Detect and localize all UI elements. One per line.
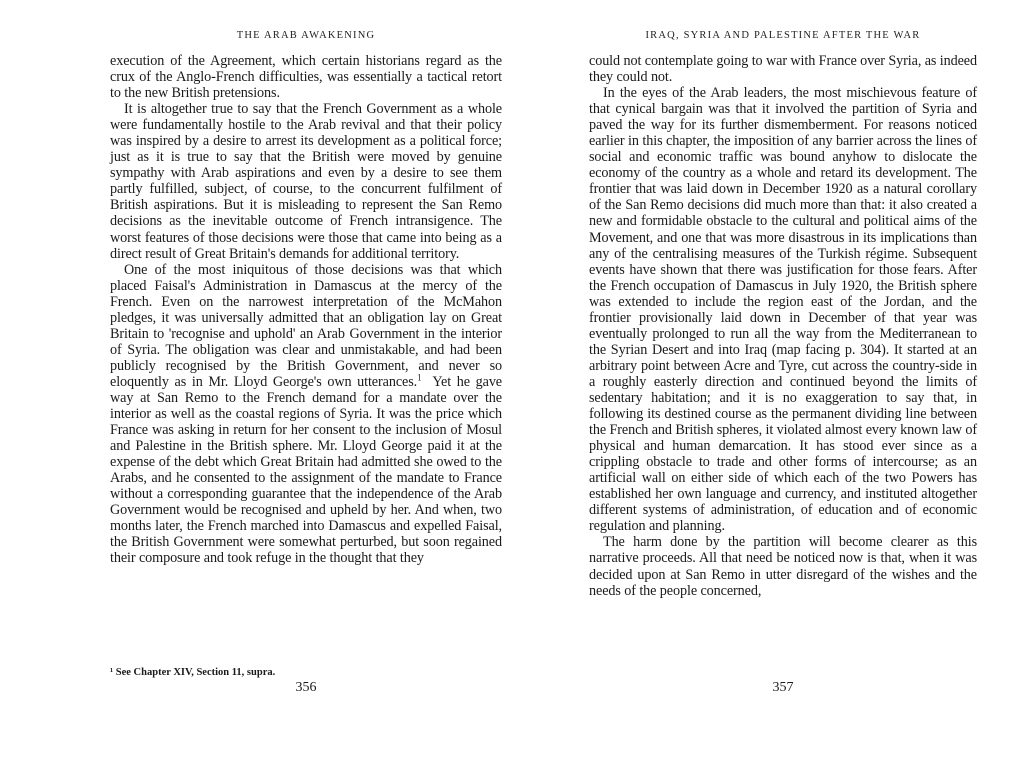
- page-number-left: 356: [295, 680, 317, 695]
- left-page: [110, 0, 502, 766]
- footnote: ¹ See Chapter XIV, Section 11, supra.: [110, 667, 276, 678]
- paragraph: The harm done by the partition will become clearer as this narrative proceeds. All that need be noticed now is that, when it was decided upon at San Remo in utter disregard of the wishes and the needs of the people concerned,: [589, 534, 977, 599]
- running-head-left: THE ARAB AWAKENING: [236, 30, 376, 41]
- left-body-text: [110, 53, 502, 567]
- paragraph-text: Yet he gave way at San Remo to the French demand for a mandate over the interior as well as the coastal regions of Syria. It was the price which France was asking in return for her consent to the inclusion of Mosul and Palestine in the British sphere. Mr. Lloyd George paid it at the expense of the debt which Great Britain had admitted she owed to the Arabs, and he consented to the assignment of the mandate to France without a corresponding guarantee that the independence of the Arab Government would be recognised and upheld by her. And when, two months later, the French marched into Damascus and expelled Faisal, the British Government were somewhat perturbed, but soon regained their composure and took refuge in the thought that they: [110, 373, 503, 567]
- paragraph: [110, 262, 502, 567]
- paragraph: In the eyes of the Arab leaders, the most mischievous feature of that cynical bargain was that it involved the partition of Syria and paved the way for its further dismemberment. For reasons noticed earlier in this chapter, the imposition of any barrier across the lines of social and economic traffic was bound anyhow to dislocate the economy of the country as a whole and retard its development. The frontier that was laid down in December 1920 as a natural corollary of the San Remo decisions did much more than that: it also created a new and formidable obstacle to the cultural and political aims of the Movement, and one that was more disastrous in its implications than any of the centralising measures of the Turkish régime. Subsequent events have shown that there was justification for those fears. After the French occupation of Damascus in July 1920, the British sphere was extended to include the region east of the Jordan, and the frontier provisionally laid down in December of that year was eventually prolonged to run all the way from the Mediterranean to the Syrian Desert and into Iraq (map facing p. 304). It started at an arbitrary point between Acre and Tyre, cut across the country-side in a roughly easterly direction and continued beyond the limits of sedentary habitation; and it is no exaggeration to say that, in following its destined course as the permanent dividing line between the French and British spheres, it violated almost every known law of physical and human demarcation. It has stood ever since as a crippling obstacle to trade and other forms of intercourse; as an artificial wall on either side of which each of the two Powers has established her own language and currency, and instituted altogether different systems of administration, of education and of economic regulation and planning.: [589, 85, 977, 535]
- paragraph: execution of the Agreement, which certain historians regard as the crux of the Anglo-French difficulties, was essentially a tactical retort to the new British pretensions.: [110, 53, 502, 102]
- paragraph-text: One of the most iniquitous of those decisions was that which placed Faisal's Administration in Damascus at the mercy of the French. Even on the narrowest interpretation of the McMahon pledges, it was universally admitted that an obligation lay on Great Britain to 'recognise and uphold' an Arab Government in the interior of Syria. The obligation was clear and unmistakable, and had been publicly recognised by the British Government, and never so eloquently as in Mr. Lloyd George's own utterances.: [110, 261, 502, 390]
- paragraph: It is altogether true to say that the French Government as a whole were fundamentally hostile to the Arab revival and that their policy was inspired by a desire to arrest its development as a political force; just as it is true to say that the British were moved by genuine sympathy with Arab aspirations and even by a desire to see them partly fulfilled, subject, of course, to the concurrent fulfilment of British aspirations. But it is misleading to represent the San Remo decisions as the inevitable outcome of French intransigence. The worst features of those decisions were those that came into being as a direct result of Great Britain's demands for additional territory.: [110, 101, 502, 262]
- right-body-text: [589, 53, 977, 599]
- footnote-marker: 1: [417, 372, 422, 383]
- paragraph: could not contemplate going to war with France over Syria, as indeed they could not.: [589, 53, 977, 86]
- page-number-right: 357: [772, 680, 794, 695]
- running-head-right: IRAQ, SYRIA AND PALESTINE AFTER THE WAR: [645, 30, 921, 41]
- right-page: [589, 0, 977, 766]
